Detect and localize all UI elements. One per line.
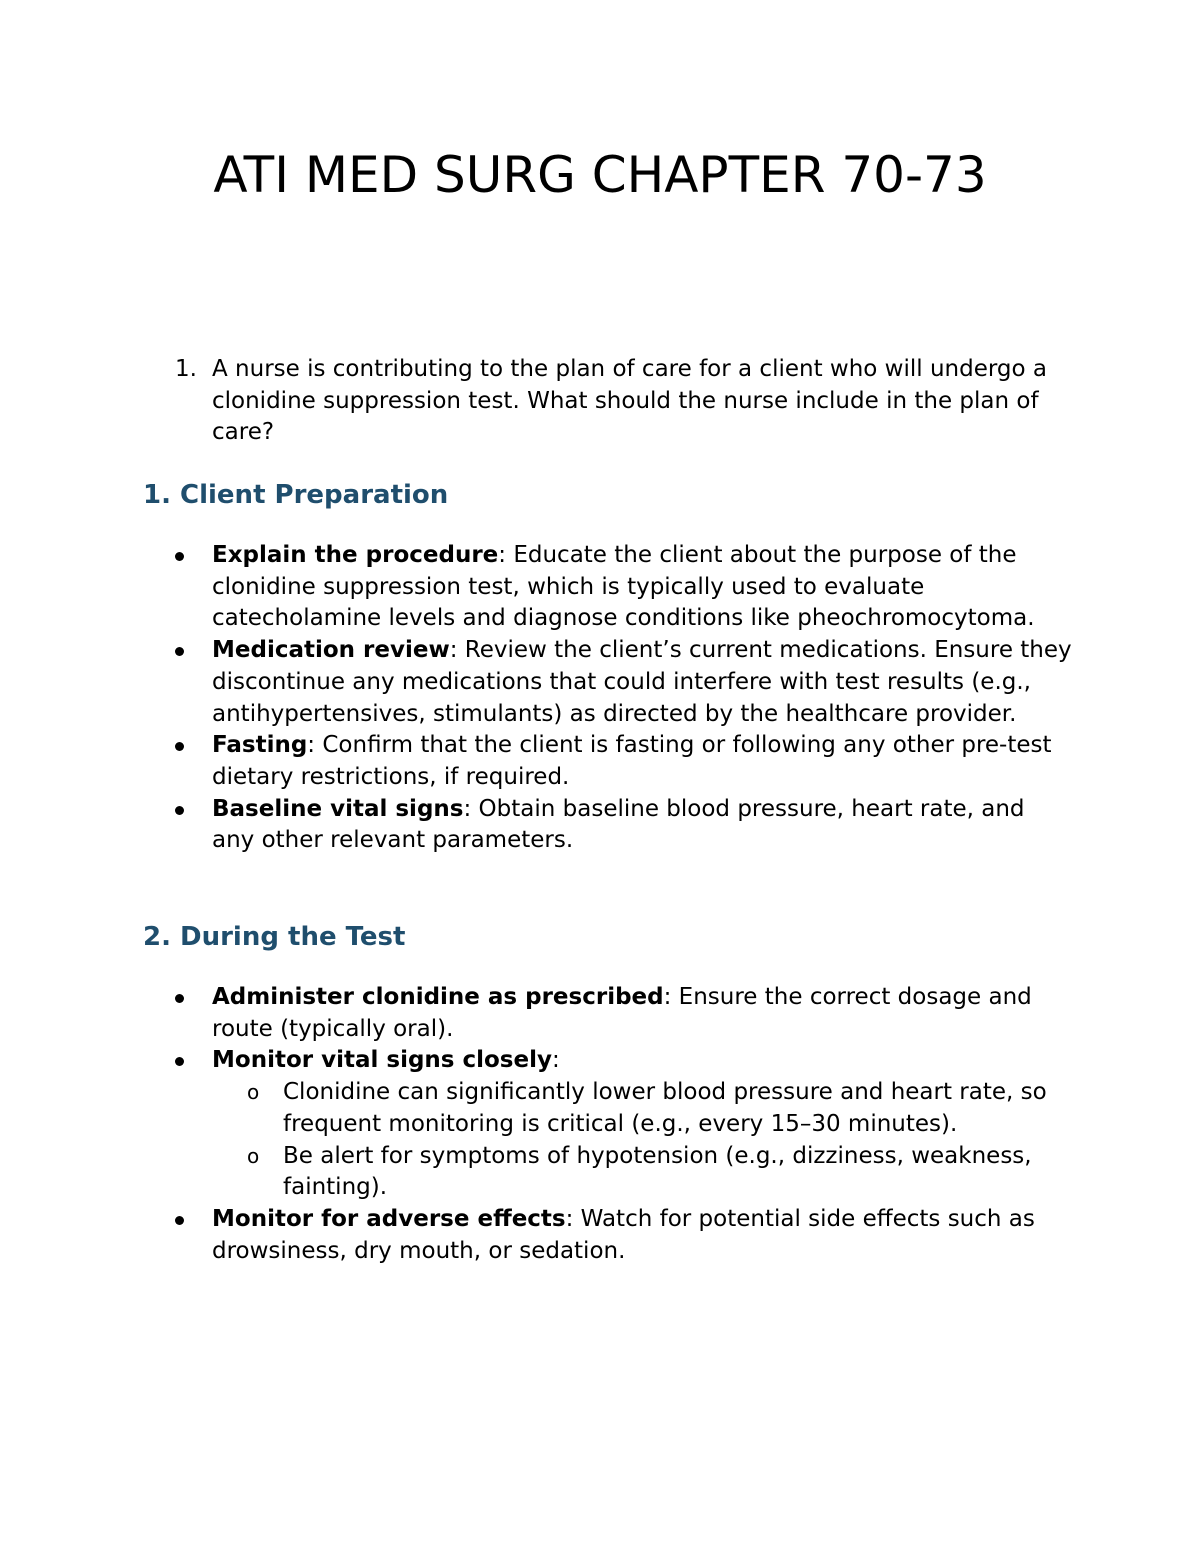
list-item <box>212 982 1072 1045</box>
list-item-term: Administer clonidine as prescribed <box>212 984 664 1010</box>
section-heading-during-the-test: 2. During the Test <box>143 922 406 952</box>
bullet-icon <box>175 647 184 656</box>
circle-bullet-icon: o <box>247 1080 260 1105</box>
list-item-term: Baseline vital signs <box>212 795 464 822</box>
sub-list-item <box>247 1141 1072 1204</box>
sub-list-item-text: Be alert for symptoms of hypotension (e.g., dizziness, weakness, fainting). <box>283 1142 1032 1201</box>
question-text: A nurse is contributing to the plan of care for a client who will undergo a clonidine suppression test. What should the nurse include in the plan of care? <box>212 356 1047 445</box>
question-number: 1. <box>175 356 197 382</box>
bullet-icon <box>175 1057 184 1066</box>
list-item <box>212 1204 1072 1267</box>
sub-list-item-text: Clonidine can significantly lower blood pressure and heart rate, so frequent monitoring is critical (e.g., every 15–30 minutes). <box>283 1079 1047 1137</box>
bullet-icon <box>175 994 184 1003</box>
circle-bullet-icon: o <box>247 1143 260 1168</box>
bullet-icon <box>175 806 184 815</box>
list-item <box>212 730 1072 793</box>
list-item-text: : Ensure the correct dosage and route (typically oral). <box>212 984 1032 1042</box>
bullet-icon <box>175 1216 184 1225</box>
list-item-text: : Educate the client about the purpose of the clonidine suppression test, which is typically used to evaluate catecholamine levels and diagnose conditions like pheochromocytoma. <box>212 542 1035 632</box>
list-item-term: Monitor for adverse effects <box>212 1205 566 1232</box>
question-item <box>175 354 1062 449</box>
list-item <box>212 794 1072 857</box>
list-item <box>212 1045 1072 1204</box>
list-item <box>212 635 1072 730</box>
list-item-text: : <box>551 1047 560 1074</box>
page-title: ATI MED SURG CHAPTER 70-73 <box>213 146 987 204</box>
list-item-text: : Confirm that the client is fasting or following any other pre-test dietary restrictions, if required. <box>212 732 1052 790</box>
list-item-text: : Watch for potential side effects such as drowsiness, dry mouth, or sedation. <box>212 1205 1035 1264</box>
list-item-text: : Review the client’s current medications. Ensure they discontinue any medications that could interfere with test results (e.g., antihypertensives, stimulants) as directed by the healthcare provider. <box>212 637 1072 727</box>
client-preparation-list <box>212 540 1072 857</box>
list-item-term: Fasting <box>212 732 308 759</box>
bullet-icon <box>175 742 184 751</box>
sub-list-item <box>247 1077 1072 1140</box>
sub-list <box>212 1077 1072 1204</box>
list-item-text: : Obtain baseline blood pressure, heart rate, and any other relevant parameters. <box>212 795 1025 854</box>
list-item-term: Explain the procedure <box>212 542 499 568</box>
list-item-term: Monitor vital signs closely <box>212 1047 552 1074</box>
list-item <box>212 540 1072 635</box>
section-heading-client-preparation: 1. Client Preparation <box>143 480 449 510</box>
list-item-term: Medication review <box>212 637 450 664</box>
during-the-test-list <box>212 982 1072 1267</box>
bullet-icon <box>175 552 184 561</box>
